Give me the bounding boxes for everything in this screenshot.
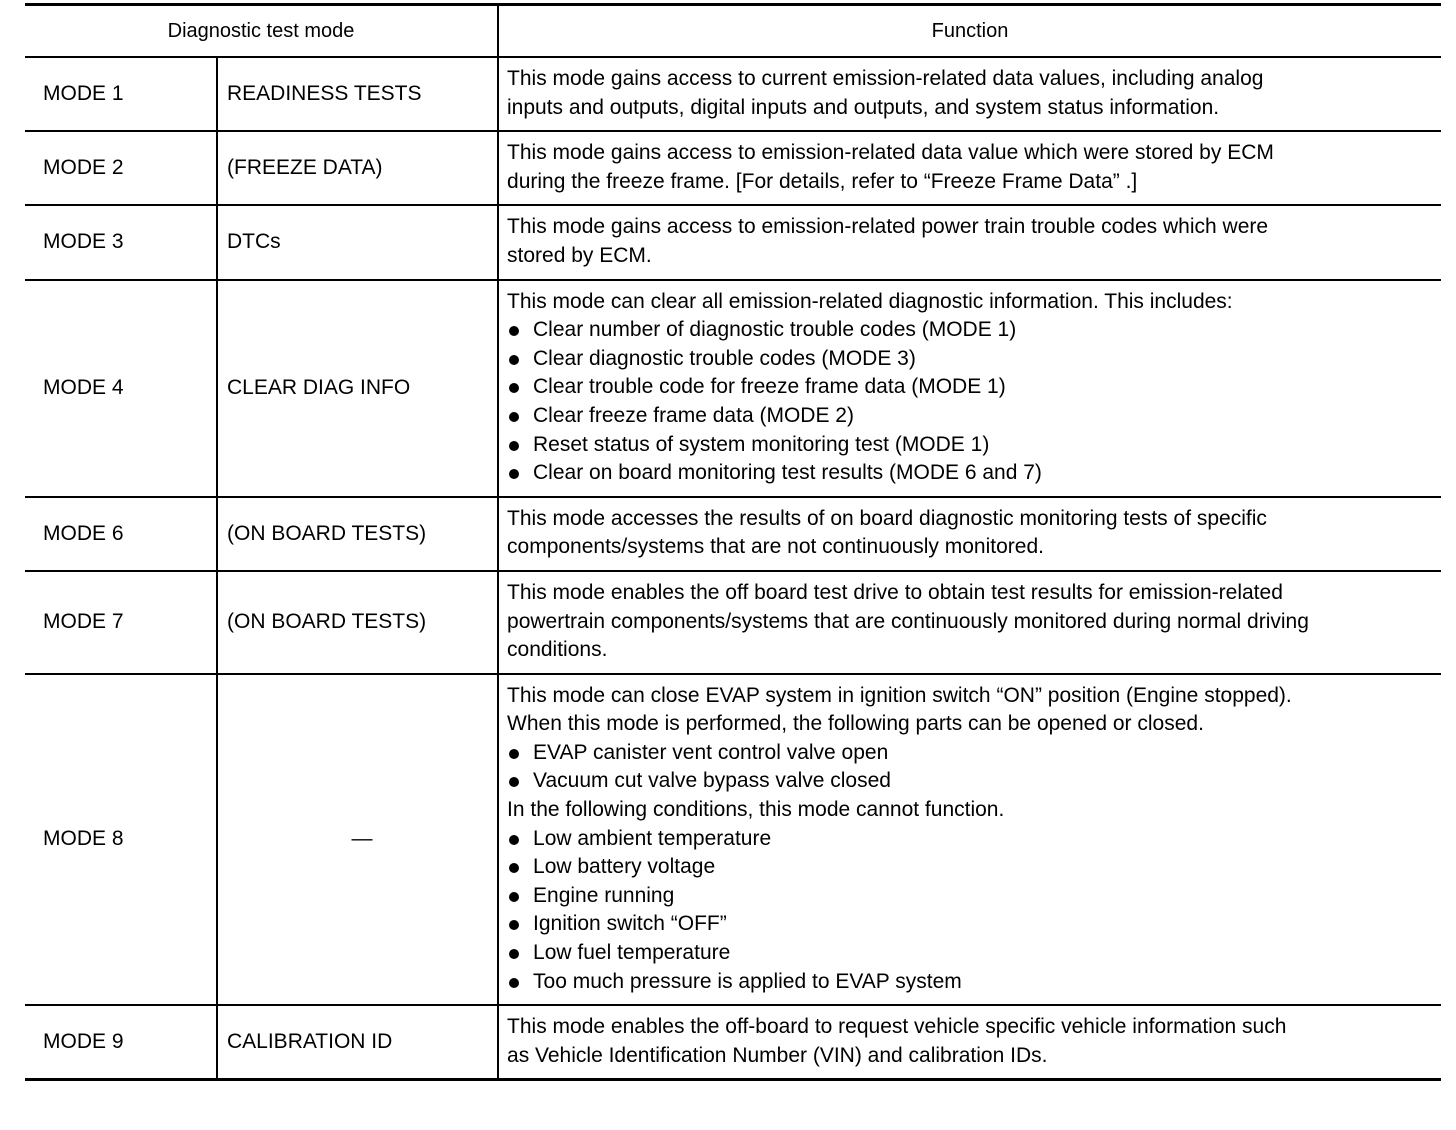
bullet-item: Too much pressure is applied to EVAP system <box>507 968 1433 997</box>
bullet-item: Vacuum cut valve bypass valve closed <box>507 767 1433 796</box>
mode-number-cell: MODE 7 <box>25 571 217 674</box>
table-row <box>25 57 1441 131</box>
function-text-line: In the following conditions, this mode cannot function. <box>507 798 1005 822</box>
function-text-line: This mode gains access to current emission-related data values, including analog <box>507 67 1264 90</box>
bullet-item: Clear diagnostic trouble codes (MODE 3) <box>507 345 1433 374</box>
function-cell <box>498 1005 1441 1080</box>
function-cell <box>498 205 1441 279</box>
function-cell <box>498 57 1441 131</box>
function-text-line: This mode enables the off-board to request vehicle specific vehicle information such <box>507 1015 1287 1039</box>
bullet-item: Ignition switch “OFF” <box>507 910 1433 939</box>
function-text-line: powertrain components/systems that are continuously monitored during normal driving <box>507 609 1309 633</box>
mode-number-cell: MODE 1 <box>25 57 217 131</box>
function-cell <box>498 280 1441 497</box>
table-row <box>25 497 1441 571</box>
bullet-item: Engine running <box>507 882 1433 911</box>
function-text-line: components/systems that are not continuously monitored. <box>507 535 1044 559</box>
header-function: Function <box>498 5 1441 58</box>
diagnostic-mode-table <box>25 3 1441 1081</box>
mode-number-cell: MODE 2 <box>25 131 217 205</box>
function-text-line: This mode can clear all emission-related diagnostic information. This includes: <box>507 289 1233 313</box>
table-row <box>25 674 1441 1006</box>
bullet-item: Clear number of diagnostic trouble codes (MODE 1) <box>507 316 1433 345</box>
mode-number-cell: MODE 4 <box>25 280 217 497</box>
function-text-line: inputs and outputs, digital inputs and outputs, and system status information. <box>507 95 1220 119</box>
function-text-line: This mode can close EVAP system in ignition switch “ON” position (Engine stopped). <box>507 683 1292 707</box>
function-text-line: This mode accesses the results of on board diagnostic monitoring tests of specific <box>507 506 1267 530</box>
table-body <box>25 57 1441 1080</box>
bullet-item: Clear trouble code for freeze frame data (MODE 1) <box>507 373 1433 402</box>
function-cell <box>498 674 1441 1006</box>
mode-name-cell: (ON BOARD TESTS) <box>217 497 498 571</box>
bullet-item: EVAP canister vent control valve open <box>507 739 1433 768</box>
mode-name-cell: CLEAR DIAG INFO <box>217 280 498 497</box>
mode-name-cell: CALIBRATION ID <box>217 1005 498 1080</box>
function-text-line: This mode gains access to emission-related data value which were stored by ECM <box>507 141 1274 165</box>
mode-number-cell: MODE 9 <box>25 1005 217 1080</box>
bullet-item: Low battery voltage <box>507 853 1433 882</box>
mode-number-cell: MODE 6 <box>25 497 217 571</box>
bullet-item: Clear on board monitoring test results (MODE 6 and 7) <box>507 459 1433 488</box>
table-header-row <box>25 5 1441 58</box>
bullet-item: Reset status of system monitoring test (MODE 1) <box>507 431 1433 460</box>
table-row <box>25 131 1441 205</box>
function-cell <box>498 571 1441 674</box>
function-text-line: stored by ECM. <box>507 243 652 267</box>
table-row <box>25 205 1441 279</box>
bullet-item: Clear freeze frame data (MODE 2) <box>507 402 1433 431</box>
bullet-item: Low ambient temperature <box>507 825 1433 854</box>
mode-name-cell: — <box>217 674 498 1006</box>
function-cell <box>498 497 1441 571</box>
mode-name-cell: DTCs <box>217 205 498 279</box>
mode-name-cell: (FREEZE DATA) <box>217 131 498 205</box>
table-row <box>25 1005 1441 1080</box>
bullet-item: Low fuel temperature <box>507 939 1433 968</box>
function-text-line: during the freeze frame. [For details, refer to “Freeze Frame Data” .] <box>507 169 1138 193</box>
function-text-line: as Vehicle Identification Number (VIN) and calibration IDs. <box>507 1043 1048 1067</box>
mode-name-cell: (ON BOARD TESTS) <box>217 571 498 674</box>
mode-number-cell: MODE 8 <box>25 674 217 1006</box>
function-text-line: This mode enables the off board test drive to obtain test results for emission-related <box>507 580 1283 604</box>
function-cell <box>498 131 1441 205</box>
table-row <box>25 571 1441 674</box>
header-diagnostic-test-mode: Diagnostic test mode <box>25 5 498 58</box>
mode-name-cell: READINESS TESTS <box>217 57 498 131</box>
function-text-line: This mode gains access to emission-related power train trouble codes which were <box>507 215 1269 239</box>
mode-number-cell: MODE 3 <box>25 205 217 279</box>
function-text-line: conditions. <box>507 638 608 662</box>
function-text-line: When this mode is performed, the following parts can be opened or closed. <box>507 712 1204 736</box>
table-row <box>25 280 1441 497</box>
